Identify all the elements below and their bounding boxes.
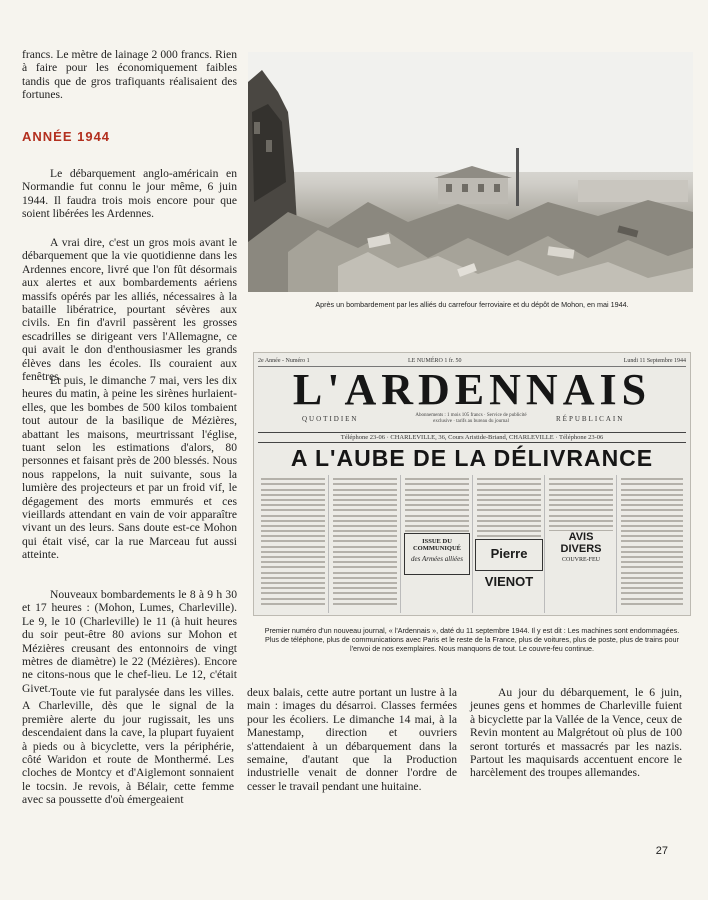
intro-paragraph: francs. Le mètre de lainage 2 000 francs. Rien à faire pour les économiquement faibles tandis que de gros trafiquants réalisaient des fortunes. bbox=[22, 48, 237, 102]
page-number: 27 bbox=[655, 845, 668, 857]
newspaper-caption: Premier numéro d'un nouveau journal, « l'Ardennais », daté du 11 septembre 1944. Il y est dit : Les machines sont endommagées. Plus de téléphone, plus de communications avec Paris et le reste de la France, plus de voitures, plus de poste, plus de trains pour l'envoi de nos exemplaires. Nous manquons de tout. Le couvre-feu continue. bbox=[264, 626, 680, 653]
bottom-paragraph-3: Au jour du débarquement, le 6 juin, jeunes gens et hommes de Charleville fuient à bicyclette par la Vallée de la Vence, ceux de Revin montent au Malgrétout où plus de 100 seront torturés et massacrés par les nazis. Partout les maquisards accentuent encore le harcèlement des troupes allemandes. bbox=[470, 686, 682, 780]
vienot-box bbox=[475, 539, 543, 589]
newspaper-date: Lundi 11 Septembre 1944 bbox=[623, 358, 686, 364]
bottom-paragraph-1: Toute vie fut paralysée dans les villes. A Charleville, dès que le signal de la première alerte du jour rugissait, les uns descendaient dans la cave, la plupart fuyaient à pieds ou à bicyclette, vers la périphérie, côté Waridon et route de Monthermé. Les cloches de Montcy et d'Aiglemont sonnaient le tocsin. Je revois, à Bélair, cette femme avec sa poussette d'où émergeaient bbox=[22, 686, 234, 807]
photo-caption: Après un bombardement par les alliés du carrefour ferroviaire et du dépôt de Mohon, en mai 1944. bbox=[315, 300, 629, 309]
newspaper-price: LE NUMÉRO 1 fr. 50 bbox=[408, 358, 462, 364]
newspaper-notice: Abonnements : 1 mois 105 francs · Service de publicité exclusive · tarifs au bureau du journal bbox=[415, 413, 527, 424]
avis-divers-box bbox=[548, 531, 614, 563]
newspaper-headline: A L'AUBE DE LA DÉLIVRANCE bbox=[290, 445, 654, 471]
newspaper-address: Téléphone 23-06 · CHARLEVILLE, 36, Cours Aristide-Briand, CHARLEVILLE · Téléphone 23-06 bbox=[258, 432, 686, 443]
bombing-ruins-photo bbox=[248, 52, 693, 292]
newspaper-sub-left: QUOTIDIEN bbox=[302, 415, 359, 423]
vienot-name: Pierre VIENOT bbox=[484, 546, 534, 589]
communique-subtitle: des Armées alliées bbox=[411, 555, 463, 563]
paragraph-bombardements: A vrai dire, c'est un gros mois avant le débarquement que la vie quotidienne dans les Ardennes encore, livré que l'on fût désormais aux alertes et aux bombardements aériens massifs opérés par les alliés, nécessaires à la bataille libératrice, pourtant sévères aux civils. En fin d'avril passèrent les grosses escadrilles se dirigeant vers l'Allemagne, ce qui avait le don d'enthousiasmer les grands élèves dans les écoles. Ils couraient aux fenêtres. bbox=[22, 236, 237, 384]
newspaper-masthead: L'ARDENNAIS bbox=[292, 365, 652, 414]
paragraph-debarquement: Le débarquement anglo-américain en Normandie fut connu le jour même, 6 juin 1944. Il faudra trois mois encore pour que soient libérées les Ardennes. bbox=[22, 167, 237, 221]
avis-divers-title: AVIS DIVERS bbox=[560, 531, 602, 555]
newspaper-column bbox=[258, 475, 329, 613]
ruins-illustration bbox=[248, 52, 693, 292]
newspaper-front-page bbox=[253, 352, 691, 616]
newspaper-column bbox=[618, 475, 686, 613]
newspaper-sub-right: RÉPUBLICAIN bbox=[556, 415, 625, 423]
section-title: ANNÉE 1944 bbox=[22, 129, 111, 144]
communique-box bbox=[404, 533, 470, 575]
paragraph-dimanche-7-mai: Et puis, le dimanche 7 mai, vers les dix heures du matin, à peine les sirènes hurlaient-elles, que les bombes de 500 kilos tombaient tout autour de la basilique de Mézières, abattant les maisons, meurtrissant l'église, tuant selon les estimations d'alors, 80 personnes et faisant près de 200 blessés. Nous nous rappelons, la nuit suivante, sous la lumière des projecteurs et par un froid vif, le dégagement des morts emmurés et ces vieillards attendant en vain de voir apparaître vivant un des leurs. Sans doute est-ce Mohon qui était visé, car la rue Marceau fut aussi atteinte. bbox=[22, 374, 237, 562]
newspaper-columns bbox=[258, 475, 686, 613]
paragraph-nouveaux-bombardements: Nouveaux bombardements le 8 à 9 h 30 et 17 heures : (Mohon, Lumes, Charleville). Le 9, le 10 (Charleville) le 11 (à huit heures du soir peut-être 80 avions sur Mohon et Mézières creusant des entonnoirs de vingt mètres de diamètre) le 22 (Mézières). Encore ne citons-nous que le chef-lieu. Le 12, c'était Givet. bbox=[22, 588, 237, 695]
newspaper-column bbox=[330, 475, 401, 613]
couvre-feu-label: COUVRE-FEU bbox=[561, 557, 600, 563]
communique-title: ISSUE DU COMMUNIQUÉ bbox=[412, 538, 462, 552]
newspaper-edition: 2e Année - Numéro 1 bbox=[258, 358, 310, 364]
bottom-paragraph-2: deux balais, cette autre portant un lustre à la main : images du désarroi. Classes fermées pour les écoliers. Le dimanche 14 mai, à la Manestamp, direction et ouvriers s'attendaient à un débarquement dans la semaine, d'autant que la Production industrielle venait de donner l'ordre de cesser le travail pendant une huitaine. bbox=[247, 686, 457, 793]
